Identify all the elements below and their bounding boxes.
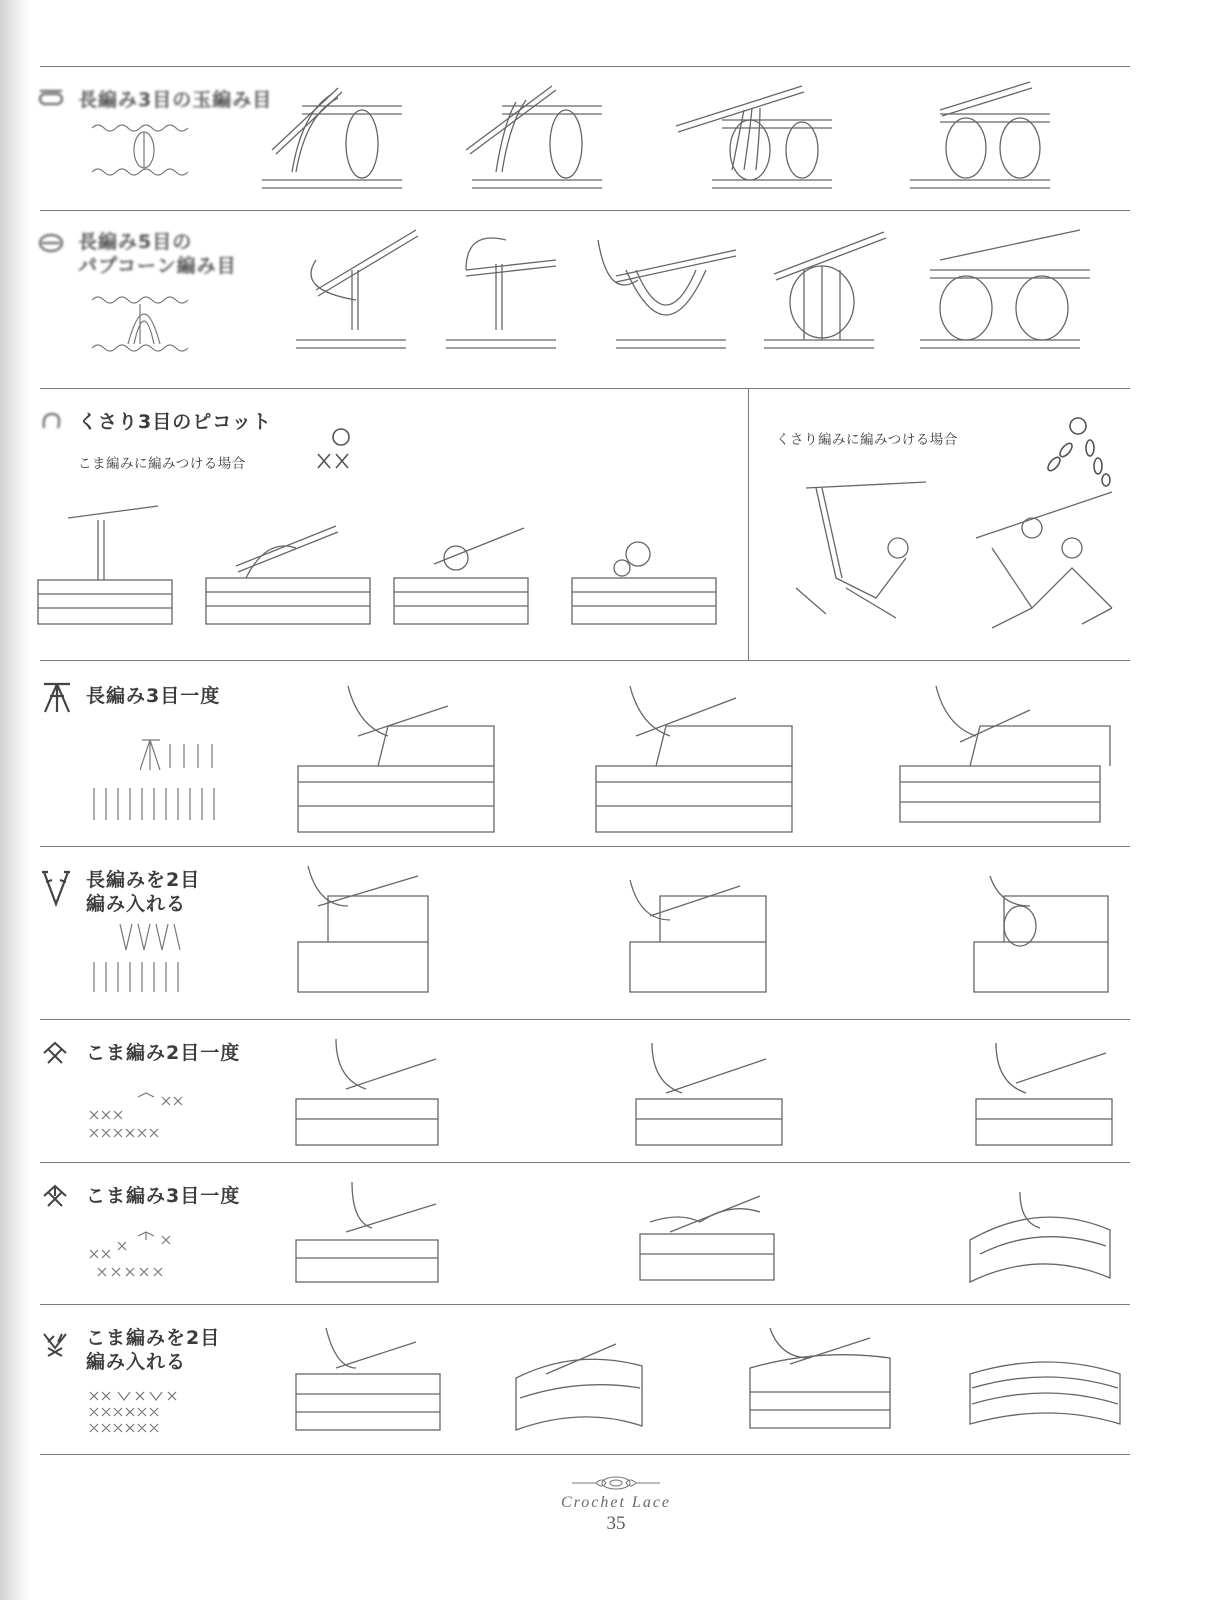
section-title: 長編みを2目 編み入れる: [86, 869, 201, 915]
section-dc3tog: [0, 660, 1232, 846]
sc2tog-icon: [40, 1041, 70, 1065]
step-illustration: [636, 1039, 786, 1149]
chart-diagram: [88, 1093, 188, 1139]
step-illustration: [970, 1344, 1130, 1434]
step-illustration: [910, 230, 1090, 350]
section-subtitle: こま編みに編みつける場合: [78, 456, 246, 472]
section-title: 長編み3目の玉編み目: [78, 89, 273, 111]
step-illustration: [262, 80, 412, 190]
step-illustration: [672, 80, 842, 190]
section-title: こま編み2目一度: [86, 1042, 241, 1064]
section-title: 長編み3目一度: [86, 685, 221, 707]
picot-chain-symbol: [1046, 416, 1116, 484]
sc3tog-icon: [40, 1184, 70, 1208]
sc-increase-icon: [40, 1330, 70, 1360]
section-sc-increase: [0, 1304, 1232, 1454]
section-subtitle: くさり編みに編みつける場合: [776, 432, 958, 448]
dc3tog-icon: [40, 680, 74, 714]
dc-increase-icon: [40, 868, 72, 908]
section-bobble-3: [0, 66, 1232, 210]
step-illustration: [296, 1182, 446, 1288]
section-sc3tog: [0, 1162, 1232, 1304]
step-illustration: [516, 1328, 656, 1438]
step-illustration: [640, 1182, 780, 1288]
section-title: こま編みを2目 編み入れる: [86, 1327, 221, 1373]
step-illustration: [462, 80, 612, 190]
step-illustration: [596, 230, 746, 350]
step-illustration: [972, 488, 1132, 628]
book-title: Crochet Lace: [560, 1494, 672, 1511]
step-illustration: [296, 1328, 446, 1438]
chart-diagram: [88, 122, 198, 182]
step-illustration: [394, 518, 534, 628]
step-illustration: [786, 478, 936, 628]
step-illustration: [298, 866, 438, 996]
step-illustration: [910, 80, 1060, 190]
step-illustration: [976, 1039, 1126, 1149]
section-dc-increase: [0, 846, 1232, 1019]
step-illustration: [296, 230, 426, 350]
step-illustration: [974, 866, 1114, 996]
section-title: くさり3目のピコット: [78, 411, 272, 433]
popcorn-stitch-5-icon: [38, 232, 64, 254]
step-illustration: [298, 686, 498, 836]
step-illustration: [38, 498, 178, 628]
step-illustration: [206, 514, 376, 626]
step-illustration: [970, 1182, 1120, 1292]
step-illustration: [572, 518, 722, 628]
chart-diagram: [88, 294, 198, 358]
chart-diagram: [90, 738, 224, 824]
ornament-icon: [568, 1474, 664, 1492]
page-number: 35: [606, 1513, 626, 1534]
chart-diagram: [88, 1232, 188, 1282]
section-title: 長編み5目の パプコーン編み目: [78, 231, 237, 277]
step-illustration: [596, 686, 796, 836]
picot-3-icon: [38, 408, 64, 434]
section-picot: [0, 388, 1232, 660]
step-illustration: [900, 686, 1120, 836]
section-sc2tog: [0, 1019, 1232, 1162]
step-illustration: [750, 1328, 900, 1438]
divider-bottom: [40, 1454, 1130, 1455]
step-illustration: [446, 230, 566, 350]
chart-diagram: [88, 1388, 188, 1434]
section-title: こま編み3目一度: [86, 1185, 241, 1207]
step-illustration: [296, 1039, 446, 1149]
step-illustration: [630, 866, 770, 996]
section-popcorn-5: [0, 210, 1232, 388]
bobble-stitch-3-icon: [38, 88, 64, 110]
step-illustration: [764, 230, 894, 350]
chart-diagram: [90, 920, 190, 996]
picot-chart-symbol: [314, 426, 364, 472]
